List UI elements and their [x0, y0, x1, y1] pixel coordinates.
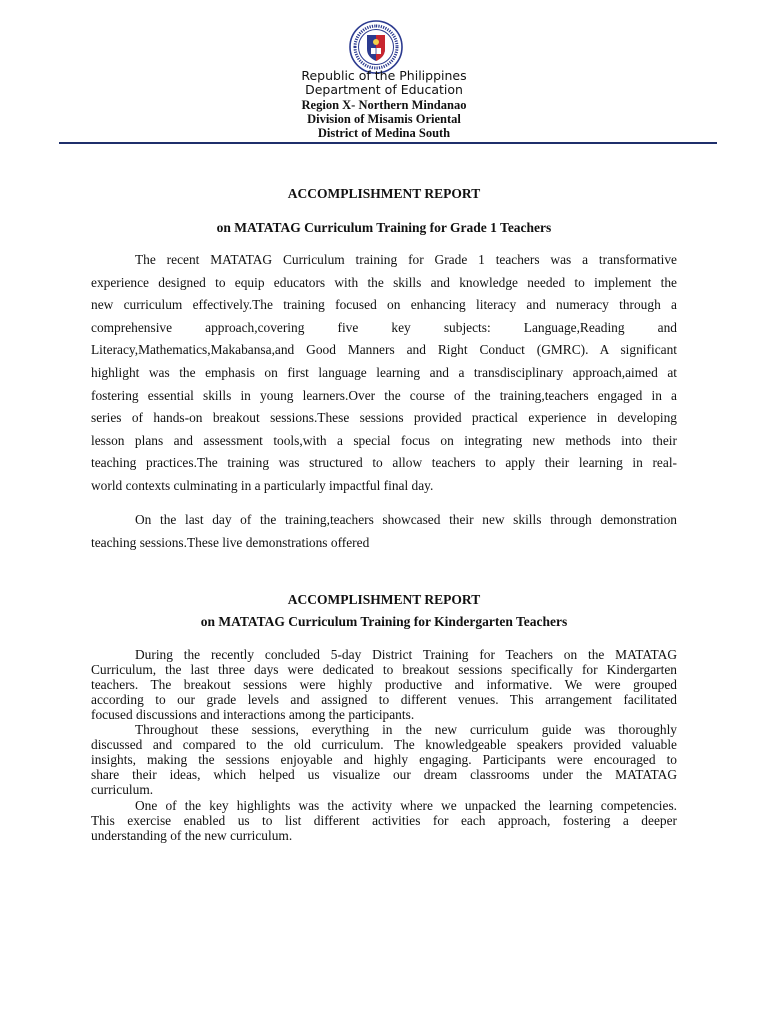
paragraph-line: highlight was the emphasis on first language learning and a transdisciplinary approach,aimed at: [91, 364, 677, 380]
paragraph-line: During the recently concluded 5-day District Training for Teachers on the MATATAG: [135, 647, 677, 662]
report2-paragraph-2: [91, 722, 677, 797]
paragraph-line: Throughout these sessions, everything in the new curriculum guide was thoroughly: [135, 722, 677, 737]
paragraph-line: Literacy,Mathematics,Makabansa,and Good Manners and Right Conduct (GMRC). A significant: [91, 342, 677, 358]
header-department: Department of Education: [305, 82, 463, 97]
report2-paragraph-1: [91, 647, 677, 722]
paragraph-line: fostering essential skills in young learners.Over the course of the training,teachers engaged in a: [91, 387, 677, 403]
paragraph-line: teaching practices.The training was structured to allow teachers to apply their learning in real-: [91, 455, 677, 471]
report2-title: ACCOMPLISHMENT REPORT: [287, 592, 481, 607]
header-division: Division of Misamis Oriental: [307, 112, 461, 126]
report1-title: ACCOMPLISHMENT REPORT: [287, 186, 481, 201]
header-district: District of Medina South: [317, 126, 451, 140]
paragraph-line: curriculum.: [91, 782, 154, 797]
paragraph-line: discussed and compared to the old curriculum. The knowledgeable speakers provided valuable: [91, 737, 677, 752]
deped-seal-logo: [349, 20, 403, 74]
paragraph-line: world contexts culminating in a particularly impactful final day.: [91, 477, 434, 493]
paragraph-line: teaching sessions.These live demonstrations offered: [91, 534, 370, 550]
paragraph-line: Curriculum, the last three days were dedicated to breakout sessions specifically for Kindergarten: [91, 662, 677, 677]
paragraph-line: teachers. The breakout sessions were highly productive and informative. We were grouped: [91, 677, 677, 692]
paragraph-line: This exercise enabled us to list different activities for each approach, fostering a deeper: [91, 813, 677, 828]
header-divider: [59, 142, 717, 144]
report1-paragraph-1: [91, 249, 677, 498]
paragraph-line: The recent MATATAG Curriculum training for Grade 1 teachers was a transformative: [135, 252, 677, 267]
paragraph-line: focused discussions and interactions among the participants.: [91, 707, 415, 722]
paragraph-line: comprehensive approach,covering five key subjects: Language,Reading and: [91, 319, 677, 335]
paragraph-line: understanding of the new curriculum.: [91, 828, 293, 843]
report2-subtitle: on MATATAG Curriculum Training for Kindergarten Teachers: [200, 614, 568, 629]
paragraph-line: One of the key highlights was the activity where we unpacked the learning competencies.: [135, 798, 677, 813]
paragraph-line: lesson plans and assessment tools,with a special focus on integrating new methods into their: [91, 432, 677, 448]
paragraph-line: according to our grade levels and assigned to different venues. This arrangement facilitated: [91, 692, 677, 707]
header-region: Region X- Northern Mindanao: [301, 98, 467, 112]
paragraph-line: new curriculum effectively.The training focused on enhancing literacy and numeracy through a: [91, 297, 677, 313]
paragraph-line: series of hands-on breakout sessions.These sessions provided practical experience in developing: [91, 410, 677, 426]
paragraph-line: share their ideas, which helped us visualize our dream classrooms under the MATATAG: [91, 767, 677, 782]
header-republic: Republic of the Philippines: [301, 68, 467, 83]
report1-paragraph-2: [91, 509, 677, 554]
report1-subtitle: on MATATAG Curriculum Training for Grade 1 Teachers: [216, 220, 552, 235]
paragraph-line: On the last day of the training,teachers showcased their new skills through demonstration: [135, 512, 677, 527]
paragraph-line: insights, making the sessions enjoyable and highly engaging. Participants were encouraged to: [91, 752, 677, 767]
report2-paragraph-3: [91, 798, 677, 843]
paragraph-line: experience designed to equip educators with the skills and knowledge needed to implement the: [91, 274, 677, 290]
